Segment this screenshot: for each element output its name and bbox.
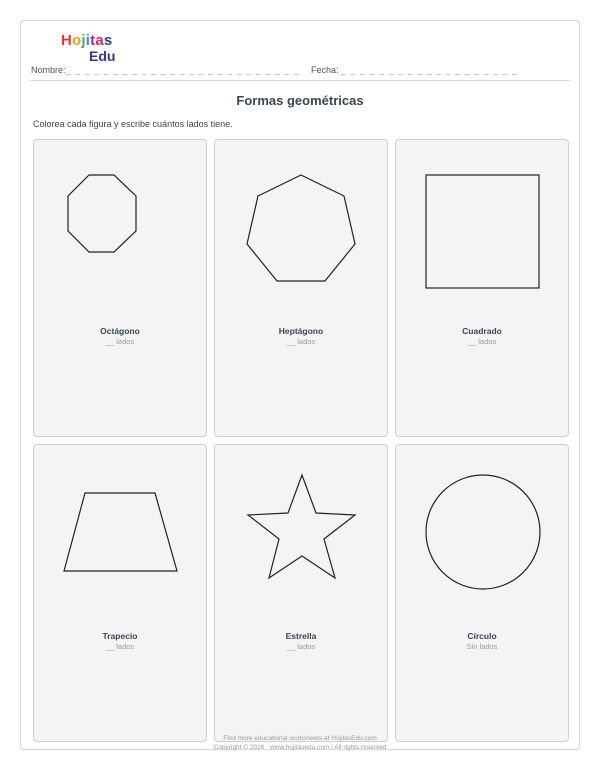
footer-line1[interactable]: Find more educational worksheets at HojitasEdu.com xyxy=(223,735,377,742)
date-blank[interactable]: _ _ _ _ _ _ _ _ _ _ _ _ _ _ _ _ _ _ _ xyxy=(341,65,519,75)
logo-letter: j xyxy=(81,32,86,49)
name-label: Nombre: xyxy=(31,65,66,75)
shape-card-trapezoid[interactable] xyxy=(33,444,207,742)
circle-icon[interactable] xyxy=(396,445,570,625)
shape-card-star[interactable] xyxy=(214,444,388,742)
logo-letter: s xyxy=(103,32,113,49)
octagon-icon[interactable] xyxy=(34,140,208,320)
date-field[interactable] xyxy=(311,65,518,75)
shape-sides[interactable]: __ lados xyxy=(105,337,135,346)
date-label: Fecha: xyxy=(311,65,339,75)
page-title: Formas geométricas xyxy=(236,93,364,108)
logo-letter: i xyxy=(85,32,91,49)
footer-line2[interactable]: Copyright © 2026 · www.hojitasedu.com | All rights reserved xyxy=(213,744,387,751)
header-divider xyxy=(29,80,571,81)
shape-name: Heptágono xyxy=(278,326,324,336)
name-blank[interactable]: _ _ _ _ _ _ _ _ _ _ _ _ _ _ _ _ _ _ _ _ _ _ _ _ _ xyxy=(65,65,300,75)
logo-line1 xyxy=(61,33,115,48)
shape-card-heptagon[interactable] xyxy=(214,139,388,437)
shape-name: Círculo xyxy=(467,631,497,641)
shape-card-square[interactable] xyxy=(395,139,569,437)
shape-name: Trapecio xyxy=(102,631,138,641)
logo-letter: o xyxy=(72,32,82,49)
header-fields xyxy=(31,65,569,81)
trapezoid-icon[interactable] xyxy=(34,445,208,625)
shape-card-octagon[interactable] xyxy=(33,139,207,437)
logo-letter: a xyxy=(95,32,104,49)
shape-name: Octágono xyxy=(100,326,140,336)
star-icon[interactable] xyxy=(215,445,389,625)
shape-sides[interactable]: __ lados xyxy=(105,642,135,651)
worksheet xyxy=(20,20,580,750)
shape-sides[interactable]: __ lados xyxy=(286,337,316,346)
logo-letter: H xyxy=(61,32,73,49)
shape-card-circle[interactable] xyxy=(395,444,569,742)
logo-letter: t xyxy=(90,32,96,49)
shape-sides[interactable]: __ lados xyxy=(467,337,497,346)
name-field[interactable] xyxy=(31,65,300,75)
shape-name: Estrella xyxy=(285,631,317,641)
shape-sides[interactable]: Sin lados xyxy=(466,642,498,651)
shape-sides[interactable]: __ lados xyxy=(286,642,316,651)
logo-line2: Edu xyxy=(89,48,116,64)
logo xyxy=(61,33,115,63)
instruction-text: Colorea cada figura y escribe cuántos lados tiene. xyxy=(33,119,233,129)
shape-name: Cuadrado xyxy=(462,326,502,336)
heptagon-icon[interactable] xyxy=(215,140,389,320)
square-icon[interactable] xyxy=(396,140,570,320)
